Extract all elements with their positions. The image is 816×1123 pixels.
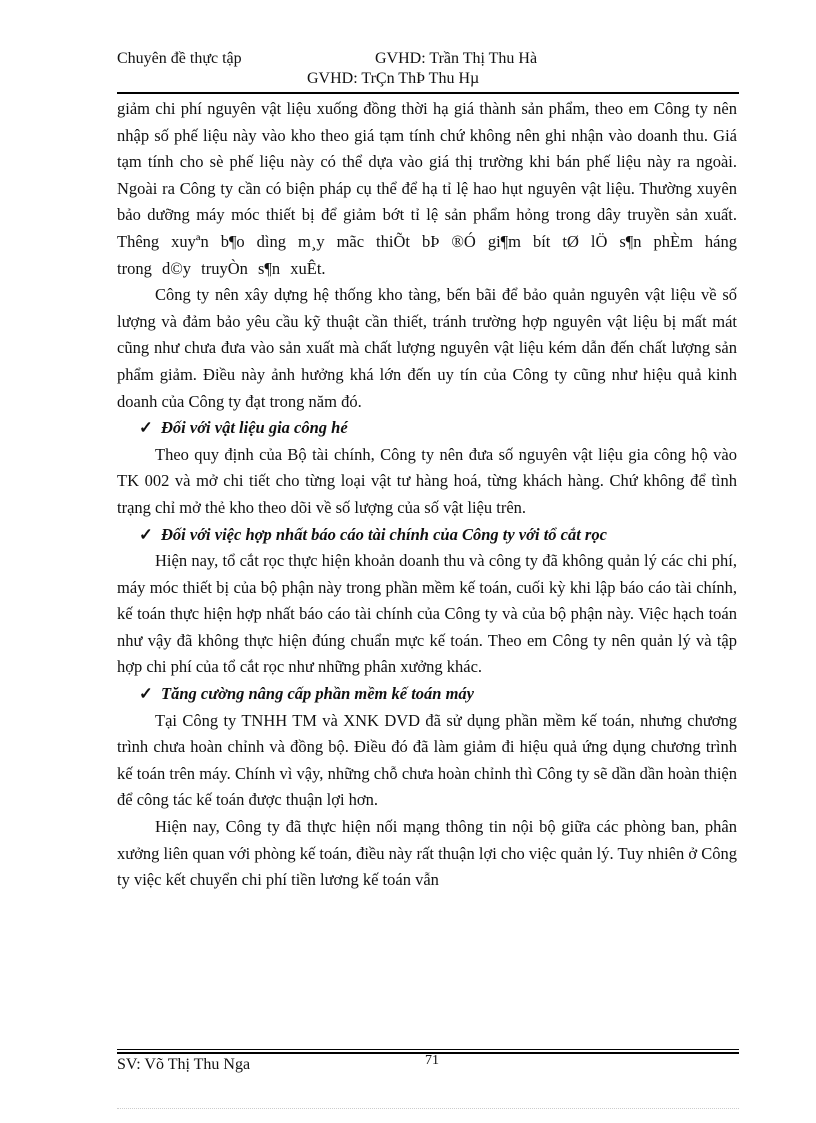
- checkmark-icon: ✓: [139, 684, 153, 704]
- paragraph: giảm chi phí nguyên vật liệu xuống đồng thời hạ giá thành sản phẩm, theo em Công ty nên nhập số phế liệu này vào kho theo giá tạm tính chứ không nên ghi nhận vào doanh thu. Giá tạm tính cho sè phế liệu này có thể dựa vào giá thị trường khi bán phế liệu này ra ngoài. Ngoài ra Công ty cần có biện pháp cụ thể để hạ tỉ lệ hao hụt nguyên vật liệu. Thường xuyên bảo dưỡng máy móc thiết bị để giảm bớt tỉ lệ sản phẩm hỏng trong dây truyền sản xuất. Thêng xuyªn b¶o dìng m¸y mãc thiÕt bÞ ®Ó gi¶m bít tØ lÖ s¶n phÈm háng trong d©y truyÒn s¶n xuÊt.: [117, 99, 737, 278]
- header-supervisor: GVHD: Trần Thị Thu Hà: [375, 50, 538, 67]
- bullet-heading: ✓ Đối với vật liệu gia công hé: [117, 415, 737, 442]
- checkmark-icon: ✓: [139, 418, 153, 438]
- page-bottom-divider: [117, 1108, 739, 1109]
- checkmark-icon: ✓: [139, 524, 153, 544]
- header-title: Chuyên đề thực tập: [117, 50, 242, 67]
- paragraph: Theo quy định của Bộ tài chính, Công ty nên đưa số nguyên vật liệu gia công hộ vào TK 002 và mở chi tiết cho từng loại vật tư hàng hoá, từng khách hàng. Chứ không để tình trạng chỉ mở thẻ kho theo dõi về số lượng của số vật liệu trên.: [117, 444, 737, 517]
- footer-student: SV: Võ Thị Thu Nga: [117, 1056, 251, 1073]
- garbled-text: Thêng xuyªn b¶o dìng m¸y mãc thiÕt bÞ ®Ó gi¶m bít tØ lÖ s¶n phÈm háng trong d©y truyÒn s¶n xuÊt.: [117, 231, 737, 278]
- paragraph: Tại Công ty TNHH TM và XNK DVD đã sử dụng phần mềm kế toán, nhưng chương trình chưa hoàn chỉnh và đồng bộ. Điều đó đã làm giảm đi hiệu quả ứng dụng chương trình kế toán trên máy. Chính vì vậy, những chỗ chưa hoàn chỉnh thì Công ty sẽ dần dần hoàn thiện để công tác kế toán được thuận lợi hơn.: [117, 710, 737, 810]
- page-header: [117, 50, 737, 72]
- paragraph: Công ty nên xây dựng hệ thống kho tàng, bến bãi để bảo quản nguyên vật liệu về số lượng và đảm bảo yêu cầu kỹ thuật cần thiết, tránh trường hợp nguyên vật liệu bị mất mát cũng như chưa đưa vào sản xuất mà chất lượng nguyên vật liệu kém dẫn đến chất lượng sản phẩm giảm. Điều này ảnh hưởng khá lớn đến uy tín của Công ty cũng như hiệu quả kinh doanh của Công ty đạt trong năm đó.: [117, 285, 737, 411]
- body-text: [117, 96, 737, 894]
- page-number: 71: [425, 1053, 439, 1068]
- footer-rule: [117, 1049, 739, 1050]
- header-rule: [117, 92, 739, 94]
- bullet-heading: ✓ Đối với việc hợp nhất báo cáo tài chính của Công ty với tổ cắt rọc: [117, 522, 737, 549]
- bullet-heading: ✓ Tăng cường nâng cấp phần mềm kế toán máy: [117, 681, 737, 708]
- paragraph: Hiện nay, tổ cắt rọc thực hiện khoản doanh thu và công ty đã không quản lý các chi phí, máy móc thiết bị của bộ phận này trong phần mềm kế toán, cuối kỳ khi lập báo cáo tài chính, kế toán thực hiện hợp nhất báo cáo tài chính của Công ty và của bộ phận này. Việc hạch toán như vậy đã không thực hiện đúng chuẩn mực kế toán. Theo em Công ty nên quản lý và tập hợp chi phí của tổ cắt rọc như những phân xưởng khác.: [117, 551, 737, 677]
- header-supervisor-garbled: GVHD: TrÇn ThÞ Thu Hµ: [307, 70, 480, 87]
- paragraph: Hiện nay, Công ty đã thực hiện nối mạng thông tin nội bộ giữa các phòng ban, phân xưởng liên quan với phòng kế toán, điều này rất thuận lợi cho việc quản lý. Tuy nhiên ở Công ty việc kết chuyển chi phí tiền lương kế toán vẫn: [117, 817, 737, 890]
